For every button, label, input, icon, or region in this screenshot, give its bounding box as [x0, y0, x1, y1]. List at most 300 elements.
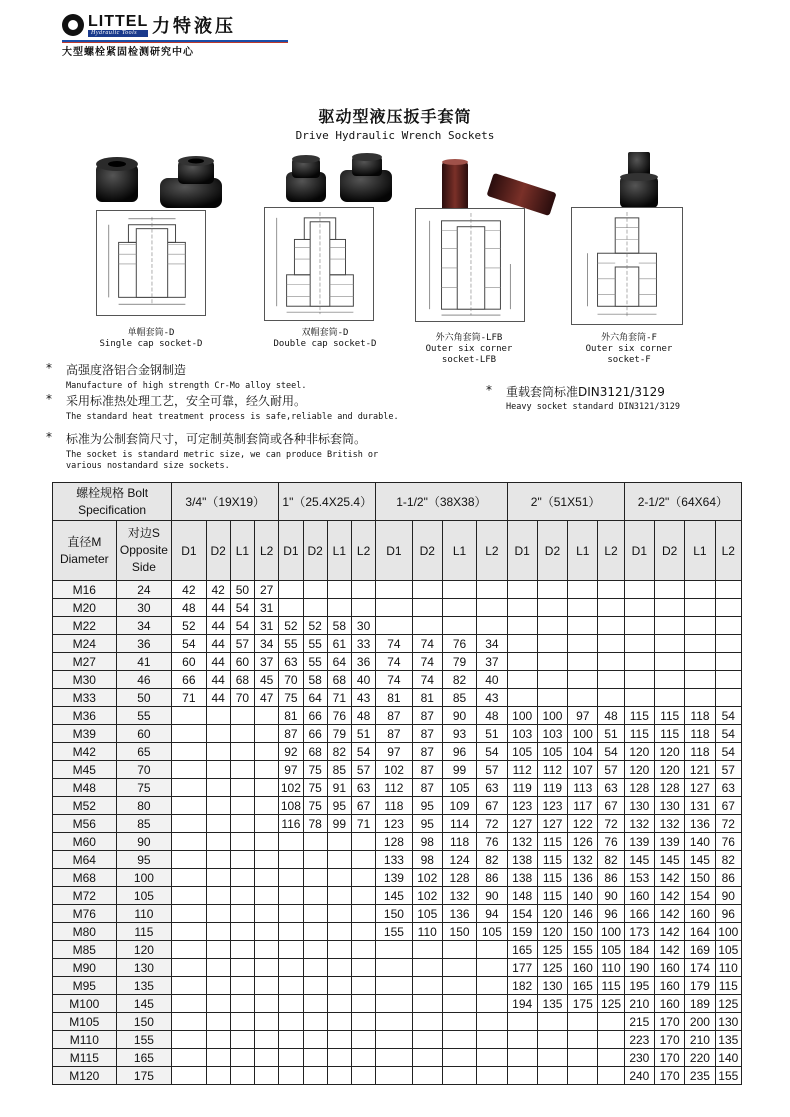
dimension-cell: 194 [507, 995, 537, 1013]
dimension-cell: 68 [303, 743, 327, 761]
dimension-cell: 105 [598, 941, 624, 959]
dimension-cell: 61 [327, 635, 351, 653]
dimension-cell: 87 [412, 761, 442, 779]
dimension-cell: 125 [537, 941, 567, 959]
dimension-cell: 135 [537, 995, 567, 1013]
dimension-cell [255, 941, 279, 959]
table-row [53, 617, 742, 635]
dimension-cell [206, 833, 230, 851]
dimension-cell: 109 [442, 797, 476, 815]
opposite-side-cell: 65 [116, 743, 172, 761]
dimension-cell: 130 [715, 1013, 741, 1031]
dimension-cell [442, 959, 476, 977]
dimension-cell: 155 [376, 923, 412, 941]
dimension-header-d2: D2 [206, 521, 230, 581]
dimension-cell: 55 [303, 653, 327, 671]
dimension-header-l2: L2 [351, 521, 375, 581]
bolt-diameter-cell: M56 [53, 815, 117, 833]
dimension-cell: 87 [412, 707, 442, 725]
dimension-cell: 130 [624, 797, 654, 815]
dimension-cell [230, 887, 254, 905]
dimension-cell [477, 1013, 507, 1031]
bolt-diameter-cell: M16 [53, 581, 117, 599]
dimension-cell [537, 617, 567, 635]
dimension-cell: 108 [279, 797, 303, 815]
dimension-cell [376, 941, 412, 959]
dimension-cell: 123 [507, 797, 537, 815]
dimension-header-d2: D2 [412, 521, 442, 581]
dimension-cell: 54 [477, 743, 507, 761]
product-name-en: Double cap socket-D [273, 339, 377, 349]
dimension-cell: 63 [715, 779, 741, 797]
dimension-cell [715, 689, 741, 707]
dimension-cell [685, 671, 715, 689]
dimension-cell [624, 689, 654, 707]
dimension-cell [279, 1049, 303, 1067]
dimension-cell: 75 [303, 797, 327, 815]
dimension-cell [206, 761, 230, 779]
dimension-cell [442, 599, 476, 617]
drive-group-header: 2"（51X51） [507, 483, 624, 521]
dimension-cell: 126 [568, 833, 598, 851]
dimension-cell: 138 [507, 869, 537, 887]
dimension-cell [654, 635, 684, 653]
dimension-cell [172, 905, 206, 923]
drive-group-header: 1"（25.4X25.4） [279, 483, 376, 521]
dimension-cell: 93 [442, 725, 476, 743]
table-row [53, 1049, 742, 1067]
dimension-cell [685, 617, 715, 635]
dimension-cell [255, 707, 279, 725]
bolt-diameter-cell: M80 [53, 923, 117, 941]
opposite-side-cell: 55 [116, 707, 172, 725]
dimension-cell [568, 617, 598, 635]
dimension-cell: 79 [327, 725, 351, 743]
dimension-cell: 135 [715, 1031, 741, 1049]
opposite-side-cell: 80 [116, 797, 172, 815]
product-name-en: Single cap socket-D [99, 339, 203, 349]
dimension-cell [255, 779, 279, 797]
dimension-cell: 120 [624, 743, 654, 761]
dimension-cell: 150 [376, 905, 412, 923]
dimension-cell [442, 977, 476, 995]
dimension-cell [685, 635, 715, 653]
dimension-cell: 116 [279, 815, 303, 833]
product-name-cn: 单帽套筒-D [127, 328, 175, 338]
dimension-cell [172, 1049, 206, 1067]
dimension-cell [568, 671, 598, 689]
dimension-cell [537, 1031, 567, 1049]
dimension-cell [206, 905, 230, 923]
dimension-cell: 150 [685, 869, 715, 887]
dimension-cell [279, 941, 303, 959]
dimension-cell [507, 617, 537, 635]
table-row [53, 833, 742, 851]
dimension-cell [230, 1067, 254, 1085]
product-caption [260, 328, 390, 350]
dimension-cell [412, 995, 442, 1013]
dimension-cell: 115 [654, 725, 684, 743]
dimension-cell: 132 [568, 851, 598, 869]
dimension-cell [715, 635, 741, 653]
dimension-cell [172, 779, 206, 797]
bullet-star-icon: * [46, 430, 52, 444]
dimension-cell: 50 [230, 581, 254, 599]
dimension-cell [327, 977, 351, 995]
dimension-cell [568, 635, 598, 653]
bolt-diameter-cell: M42 [53, 743, 117, 761]
dimension-cell: 200 [685, 1013, 715, 1031]
dimension-cell: 132 [507, 833, 537, 851]
table-row [53, 671, 742, 689]
dimension-cell: 74 [376, 653, 412, 671]
dimension-cell: 235 [685, 1067, 715, 1085]
dimension-cell: 51 [477, 725, 507, 743]
logo-circle-icon [62, 14, 84, 36]
dimension-cell: 58 [303, 671, 327, 689]
bolt-diameter-cell: M36 [53, 707, 117, 725]
dimension-cell [477, 581, 507, 599]
table-row [53, 959, 742, 977]
dimension-cell [477, 941, 507, 959]
product-name-cn: 外六角套筒-LFB [435, 333, 503, 343]
dimension-cell: 85 [327, 761, 351, 779]
dimension-cell: 165 [568, 977, 598, 995]
dimension-cell: 81 [279, 707, 303, 725]
dimension-cell: 160 [568, 959, 598, 977]
dimension-cell: 117 [568, 797, 598, 815]
dimension-cell [412, 581, 442, 599]
dimension-cell: 57 [351, 761, 375, 779]
dimension-cell: 103 [507, 725, 537, 743]
dimension-cell [230, 797, 254, 815]
dimension-cell: 100 [568, 725, 598, 743]
dimension-cell [172, 833, 206, 851]
dimension-cell: 90 [477, 887, 507, 905]
dimension-cell: 97 [376, 743, 412, 761]
dimension-cell: 136 [685, 815, 715, 833]
dimension-cell [327, 833, 351, 851]
dimension-cell: 189 [685, 995, 715, 1013]
dimension-cell: 52 [279, 617, 303, 635]
dimension-cell: 68 [327, 671, 351, 689]
dimension-cell [351, 851, 375, 869]
dimension-cell: 47 [255, 689, 279, 707]
bolt-diameter-cell: M115 [53, 1049, 117, 1067]
note-text-en-cont: various nostandard size sockets. [66, 461, 230, 471]
dimension-cell: 92 [279, 743, 303, 761]
dimension-cell [255, 977, 279, 995]
dimension-cell [303, 833, 327, 851]
dimension-cell [279, 977, 303, 995]
bolt-diameter-cell: M22 [53, 617, 117, 635]
dimension-cell: 87 [376, 725, 412, 743]
dimension-cell [206, 959, 230, 977]
dimension-cell: 230 [624, 1049, 654, 1067]
dimension-cell [327, 1067, 351, 1085]
dimension-cell [303, 1013, 327, 1031]
bullet-star-icon: * [486, 383, 492, 397]
dimension-cell: 120 [537, 923, 567, 941]
dimension-cell: 128 [376, 833, 412, 851]
dimension-cell [598, 1067, 624, 1085]
dimension-cell [279, 923, 303, 941]
dimension-cell [279, 1067, 303, 1085]
dimension-cell: 90 [442, 707, 476, 725]
dimension-cell: 43 [477, 689, 507, 707]
dimension-cell: 105 [537, 743, 567, 761]
dimension-cell: 115 [537, 869, 567, 887]
dimension-cell: 54 [172, 635, 206, 653]
note-text-cn: 重载套筒标准DIN3121/3129 [506, 385, 665, 399]
dimension-cell: 76 [598, 833, 624, 851]
dimension-cell [624, 581, 654, 599]
dimension-cell: 70 [279, 671, 303, 689]
bolt-diameter-cell: M20 [53, 599, 117, 617]
table-row [53, 995, 742, 1013]
dimension-cell: 140 [568, 887, 598, 905]
dimension-cell: 44 [206, 653, 230, 671]
dimension-header-l2: L2 [255, 521, 279, 581]
outer-six-corner-socket-f-photo [610, 150, 670, 212]
dimension-cell [507, 581, 537, 599]
dimension-cell: 99 [327, 815, 351, 833]
bolt-diameter-cell: M72 [53, 887, 117, 905]
dimension-cell: 87 [412, 725, 442, 743]
dimension-cell [537, 1013, 567, 1031]
dimension-cell [327, 995, 351, 1013]
dimension-cell [206, 1031, 230, 1049]
drive-group-header: 1-1/2"（38X38） [376, 483, 507, 521]
dimension-cell [172, 941, 206, 959]
dimension-cell [537, 1067, 567, 1085]
dimension-cell: 104 [568, 743, 598, 761]
dimension-cell [327, 959, 351, 977]
dimension-cell [230, 851, 254, 869]
dimension-cell [206, 1067, 230, 1085]
dimension-cell: 70 [230, 689, 254, 707]
dimension-cell [715, 581, 741, 599]
dimension-cell: 81 [376, 689, 412, 707]
dimension-cell: 174 [685, 959, 715, 977]
dimension-cell [507, 653, 537, 671]
table-row [53, 761, 742, 779]
dimension-cell [685, 653, 715, 671]
dimension-cell [327, 923, 351, 941]
dimension-cell: 125 [598, 995, 624, 1013]
opposite-side-cell: 60 [116, 725, 172, 743]
dimension-cell: 175 [568, 995, 598, 1013]
dimension-cell: 125 [537, 959, 567, 977]
dimension-cell: 105 [477, 923, 507, 941]
dimension-cell: 132 [624, 815, 654, 833]
dimension-cell: 63 [351, 779, 375, 797]
dimension-cell: 79 [442, 653, 476, 671]
dimension-cell: 159 [507, 923, 537, 941]
dimension-cell: 66 [303, 707, 327, 725]
dimension-cell: 155 [715, 1067, 741, 1085]
dimension-cell: 71 [327, 689, 351, 707]
opposite-side-cell: 34 [116, 617, 172, 635]
opposite-side-cell: 70 [116, 761, 172, 779]
dimension-cell: 52 [303, 617, 327, 635]
dimension-cell [412, 959, 442, 977]
dimension-cell: 145 [654, 851, 684, 869]
dimension-header-d1: D1 [624, 521, 654, 581]
dimension-header-l2: L2 [477, 521, 507, 581]
table-row [53, 689, 742, 707]
single-cap-socket-photo [90, 152, 230, 214]
opposite-side-cell: 165 [116, 1049, 172, 1067]
dimension-cell [477, 1067, 507, 1085]
dimension-header-l1: L1 [568, 521, 598, 581]
dimension-cell [206, 707, 230, 725]
dimension-cell [412, 1013, 442, 1031]
dimension-cell: 170 [654, 1013, 684, 1031]
dimension-cell: 182 [507, 977, 537, 995]
product-caption [574, 333, 684, 366]
dimension-cell: 82 [442, 671, 476, 689]
product-name-en: Outer six corner socket-F [585, 344, 673, 365]
dimension-cell [230, 869, 254, 887]
dimension-cell [279, 995, 303, 1013]
dimension-cell: 97 [568, 707, 598, 725]
dimension-cell [230, 707, 254, 725]
dimension-cell: 66 [172, 671, 206, 689]
dimension-cell: 142 [654, 869, 684, 887]
dimension-cell [624, 653, 654, 671]
dimension-cell: 220 [685, 1049, 715, 1067]
dimension-cell: 115 [624, 707, 654, 725]
bolt-diameter-cell: M33 [53, 689, 117, 707]
dimension-cell: 142 [654, 887, 684, 905]
dimension-cell [172, 725, 206, 743]
dimension-cell [230, 1049, 254, 1067]
dimension-cell [507, 671, 537, 689]
dimension-cell: 122 [568, 815, 598, 833]
dimension-cell [230, 761, 254, 779]
bolt-diameter-cell: M90 [53, 959, 117, 977]
dimension-header-d2: D2 [303, 521, 327, 581]
dimension-cell [376, 617, 412, 635]
dimension-cell: 87 [412, 743, 442, 761]
dimension-cell: 153 [624, 869, 654, 887]
dimension-cell [303, 1067, 327, 1085]
dimension-cell [685, 599, 715, 617]
dimension-cell [568, 1031, 598, 1049]
dimension-cell [537, 599, 567, 617]
dimension-cell: 133 [376, 851, 412, 869]
bolt-diameter-cell: M105 [53, 1013, 117, 1031]
dimension-cell [351, 977, 375, 995]
dimension-cell [327, 851, 351, 869]
dimension-cell: 127 [537, 815, 567, 833]
dimension-cell: 105 [412, 905, 442, 923]
dimension-cell: 160 [654, 977, 684, 995]
dimension-cell [685, 581, 715, 599]
table-row [53, 1013, 742, 1031]
dimension-cell: 57 [715, 761, 741, 779]
dimension-cell: 31 [255, 599, 279, 617]
bolt-diameter-cell: M60 [53, 833, 117, 851]
table-row [53, 851, 742, 869]
opposite-side-cell: 30 [116, 599, 172, 617]
dimension-cell: 63 [477, 779, 507, 797]
dimension-cell: 34 [255, 635, 279, 653]
dimension-cell: 215 [624, 1013, 654, 1031]
opposite-side-cell: 41 [116, 653, 172, 671]
dimension-cell [598, 671, 624, 689]
table-row [53, 779, 742, 797]
dimension-cell: 105 [442, 779, 476, 797]
dimension-cell: 76 [715, 833, 741, 851]
table-row [53, 905, 742, 923]
dimension-cell: 48 [172, 599, 206, 617]
dimension-cell: 54 [351, 743, 375, 761]
dimension-cell: 169 [685, 941, 715, 959]
dimension-cell: 142 [654, 905, 684, 923]
table-row [53, 815, 742, 833]
dimension-header-d1: D1 [507, 521, 537, 581]
dimension-cell: 96 [715, 905, 741, 923]
dimension-header-l1: L1 [442, 521, 476, 581]
dimension-cell: 51 [598, 725, 624, 743]
dimension-cell: 139 [624, 833, 654, 851]
dimension-cell [412, 977, 442, 995]
dimension-cell [598, 635, 624, 653]
dimension-cell [303, 869, 327, 887]
dimension-cell [376, 977, 412, 995]
dimension-cell: 130 [654, 797, 684, 815]
dimension-cell: 67 [715, 797, 741, 815]
dimension-cell [442, 1067, 476, 1085]
dimension-cell [255, 959, 279, 977]
dimension-cell: 118 [685, 725, 715, 743]
dimension-cell: 120 [624, 761, 654, 779]
dimension-cell [351, 869, 375, 887]
dimension-cell: 114 [442, 815, 476, 833]
dimension-header-l1: L1 [685, 521, 715, 581]
dimension-cell: 145 [685, 851, 715, 869]
dimension-cell: 97 [279, 761, 303, 779]
dimension-cell [442, 1049, 476, 1067]
dimension-cell: 27 [255, 581, 279, 599]
dimension-cell: 140 [685, 833, 715, 851]
dimension-cell: 118 [685, 707, 715, 725]
dimension-cell: 132 [442, 887, 476, 905]
dimension-cell: 142 [654, 941, 684, 959]
dimension-cell [351, 833, 375, 851]
dimension-cell [568, 689, 598, 707]
dimension-cell [351, 905, 375, 923]
dimension-cell: 115 [624, 725, 654, 743]
dimension-cell [279, 851, 303, 869]
dimension-cell: 160 [654, 959, 684, 977]
dimension-cell: 115 [537, 851, 567, 869]
dimension-cell: 33 [351, 635, 375, 653]
dimension-cell [303, 959, 327, 977]
table-row [53, 797, 742, 815]
table-row [53, 887, 742, 905]
dimension-cell [376, 959, 412, 977]
dimension-cell: 139 [376, 869, 412, 887]
dimension-header-d2: D2 [537, 521, 567, 581]
dimension-cell [172, 815, 206, 833]
dimension-cell [303, 851, 327, 869]
dimension-cell: 113 [568, 779, 598, 797]
dimension-cell [172, 707, 206, 725]
dimension-cell: 142 [654, 923, 684, 941]
